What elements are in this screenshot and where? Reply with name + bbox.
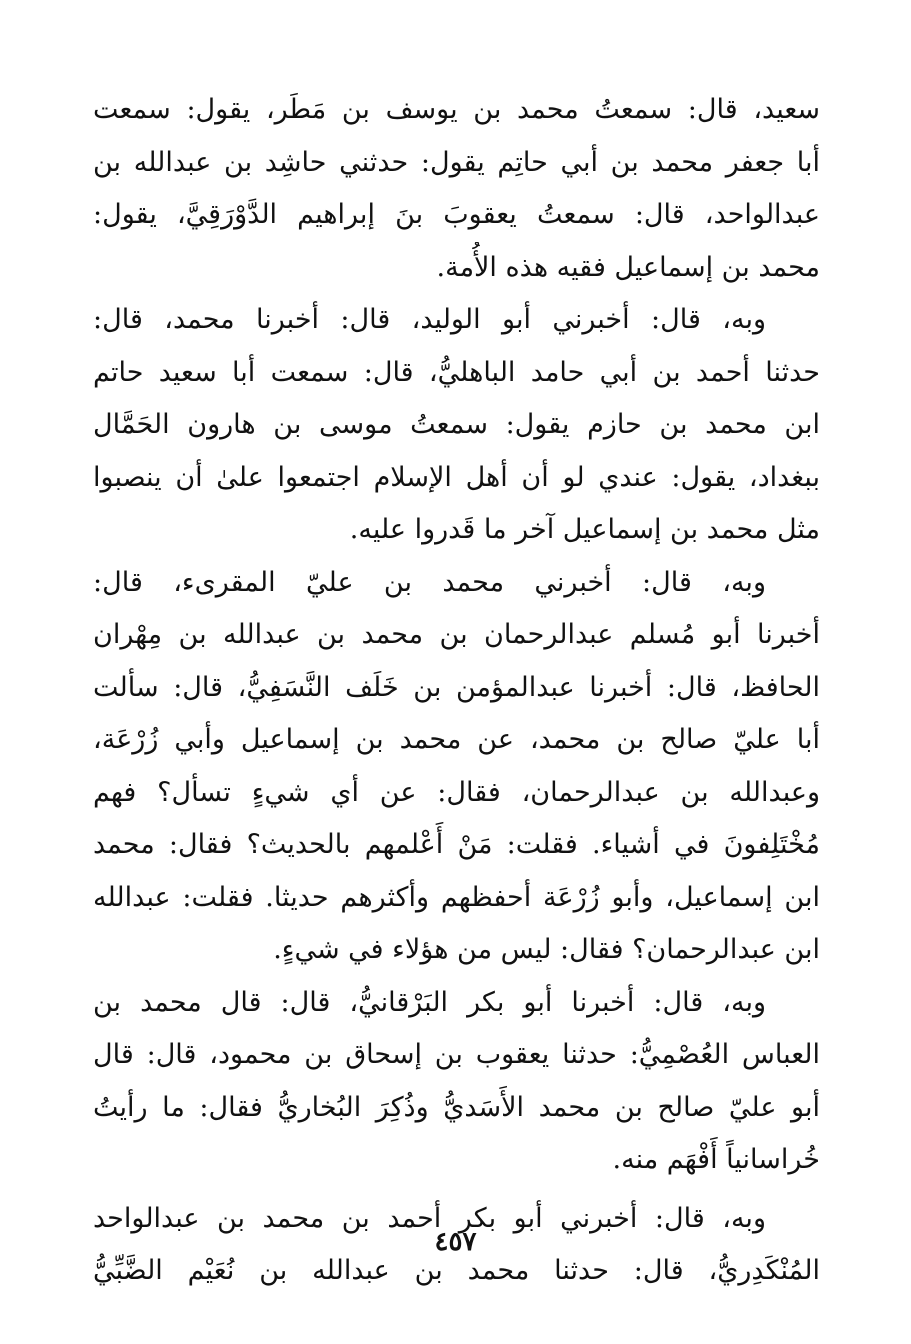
text-line: ابن إسماعيل، وأبو زُرْعَة أحفظهم وأكثرهم حديثا. فقلت: عبدالله bbox=[93, 881, 820, 913]
text-line: أبا جعفر محمد بن أبي حاتِم يقول: حدثني حاشِد بن عبدالله بن bbox=[93, 146, 820, 178]
text-line: أبا عليّ صالح بن محمد، عن محمد بن إسماعيل وأبي زُرْعَة، bbox=[93, 724, 820, 755]
text-line: وعبدالله بن عبدالرحمان، فقال: عن أي شيءٍ تسأل؟ فهم bbox=[93, 776, 820, 808]
text-line: مثل محمد بن إسماعيل آخر ما قَدروا عليه. bbox=[349, 514, 820, 545]
text-line: المُنْكَدِريُّ، قال: حدثنا محمد بن عبدالله بن نُعَيْم الضَّبِّيُّ bbox=[93, 1255, 820, 1286]
paragraph-first-line: وبه، قال: أخبرنا أبو بكر البَرْقانيُّ، قال: قال محمد بن bbox=[93, 986, 766, 1018]
text-line: ابن محمد بن حازم يقول: سمعتُ موسى بن هارون الحَمَّال bbox=[93, 409, 820, 440]
text-line: العباس العُصْمِيُّ: حدثنا يعقوب بن إسحاق بن محمود، قال: قال bbox=[93, 1039, 820, 1070]
text-line: عبدالواحد، قال: سمعتُ يعقوبَ بنَ إبراهيم الدَّوْرَقِيَّ، يقول: bbox=[93, 199, 820, 230]
text-line: حدثنا أحمد بن أبي حامد الباهليُّ، قال: سمعت أبا سعيد حاتم bbox=[93, 356, 820, 388]
text-line: الحافظ، قال: أخبرنا عبدالمؤمن بن خَلَف النَّسَفِيُّ، قال: سألت bbox=[93, 671, 820, 703]
paragraph-first-line: وبه، قال: أخبرني أبو الوليد، قال: أخبرنا محمد، قال: bbox=[93, 304, 766, 335]
text-line: ابن عبدالرحمان؟ فقال: ليس من هؤلاء في شيءٍ. bbox=[273, 934, 820, 965]
page-number: ٤٥٧ bbox=[434, 1227, 477, 1257]
paragraph-first-line: وبه، قال: أخبرني محمد بن عليّ المقرىء، قال: bbox=[93, 566, 766, 598]
text-line: خُراسانياً أَفْهَم منه. bbox=[612, 1144, 820, 1175]
text-line: ببغداد، يقول: عندي لو أن أهل الإسلام اجتمعوا علىٰ أن ينصبوا bbox=[93, 461, 820, 493]
body-text bbox=[93, 84, 820, 1298]
paragraph-first-line: وبه، قال: أخبرني أبو بكر أحمد بن محمد بن عبدالواحد bbox=[93, 1202, 766, 1234]
text-line: محمد بن إسماعيل فقيه هذه الأُمة. bbox=[436, 251, 820, 283]
text-line: أخبرنا أبو مُسلم عبدالرحمان بن محمد بن عبدالله بن مِهْران bbox=[93, 619, 820, 650]
text-line: أبو عليّ صالح بن محمد الأَسَديُّ وذُكِرَ البُخاريُّ فقال: ما رأيتُ bbox=[93, 1091, 820, 1123]
text-line: مُخْتَلِفونَ في أشياء. فقلت: مَنْ أَعْلمهم بالحديث؟ فقال: محمد bbox=[93, 829, 820, 860]
text-line: سعيد، قال: سمعتُ محمد بن يوسف بن مَطَر، يقول: سمعت bbox=[93, 94, 820, 125]
